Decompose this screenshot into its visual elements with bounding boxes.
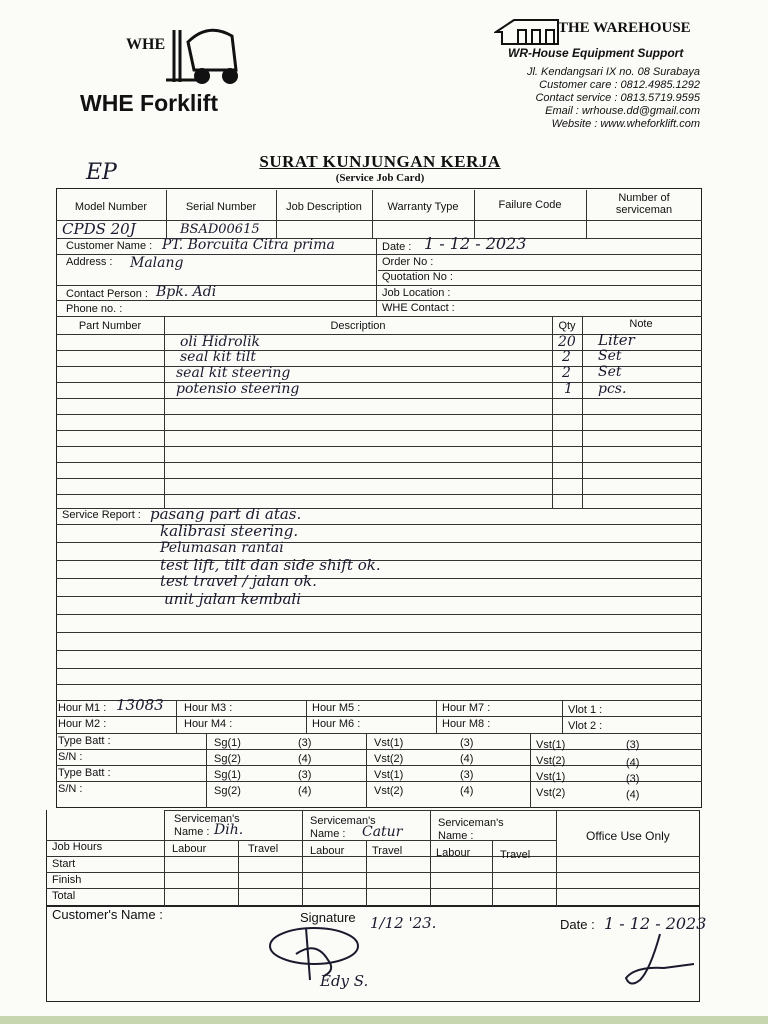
service-report-item: pasang part di atas.: [150, 505, 302, 523]
labour-label: Labour: [172, 843, 207, 855]
model-number-value: CPDS 20J: [62, 220, 136, 238]
serviceman-name-label: Serviceman's Name :: [174, 813, 240, 838]
parts-col-note: Note: [629, 318, 653, 330]
address-value: Malang: [130, 255, 184, 271]
whe-logo: [78, 22, 268, 122]
date-value: 1 - 12 - 2023: [424, 234, 527, 253]
c3-label: (3): [298, 769, 312, 781]
hour-m3-label: Hour M3 :: [184, 702, 233, 714]
sg1-label: Sg(1): [214, 769, 241, 781]
col-failure-code: Failure Code: [498, 199, 562, 211]
warehouse-icon: [494, 18, 560, 46]
logo-small-text: WHE: [126, 36, 166, 53]
job-location-label: Job Location :: [382, 287, 451, 299]
service-report-item: unit jalan kembali: [164, 590, 302, 608]
logo-text: WHE Forklift: [80, 90, 218, 116]
col-job-description: Job Description: [286, 201, 362, 213]
contact-service: Contact service : 0813.5719.9595: [535, 92, 700, 104]
footer-date-value: 1 - 12 - 2023: [604, 914, 707, 933]
signature-note: 1/12 '23.: [370, 914, 437, 932]
service-report-item: kalibrasi steering.: [160, 522, 299, 540]
company-email: Email : wrhouse.dd@gmail.com: [545, 105, 700, 117]
sg2-label: Sg(2): [214, 785, 241, 797]
brand-name: THE WAREHOUSE: [558, 20, 691, 36]
part-description: oli Hidrolik: [180, 334, 261, 350]
forklift-icon: [158, 22, 248, 90]
start-label: Start: [52, 858, 76, 870]
serviceman-name-label: Serviceman's Name :: [438, 817, 504, 842]
service-report-item: Pelumasan rantai: [160, 540, 284, 556]
c4-label: (4): [460, 785, 474, 797]
customer-name-footer-label: Customer's Name :: [52, 907, 163, 922]
vst1-label: Vst(1): [374, 769, 404, 781]
whe-contact-label: WHE Contact :: [382, 302, 455, 314]
c4-label: (4): [626, 757, 640, 769]
part-qty: 1: [564, 381, 573, 397]
labour-label: Labour: [436, 847, 471, 859]
customer-care: Customer care : 0812.4985.1292: [539, 79, 700, 91]
hour-m8-label: Hour M8 :: [442, 718, 491, 730]
vst2-label: Vst(2): [374, 753, 404, 765]
serviceman-name-label: Serviceman's Name :: [310, 815, 376, 840]
service-report-item: test lift, tilt dan side shift ok.: [160, 556, 381, 574]
office-use-label: Office Use Only: [586, 829, 670, 843]
service-report-item: test travel / jalan ok.: [160, 572, 317, 590]
hour-m2-label: Hour M2 :: [58, 718, 107, 730]
c3-label: (3): [626, 773, 640, 785]
c4-label: (4): [298, 785, 312, 797]
hour-m6-label: Hour M6 :: [312, 718, 361, 730]
parts-col-description: Description: [330, 320, 386, 332]
travel-label: Travel: [372, 845, 403, 857]
company-website: Website : www.wheforklift.com: [551, 118, 700, 130]
total-label: Total: [52, 890, 76, 902]
quotation-no-label: Quotation No :: [382, 271, 453, 283]
company-address: Jl. Kendangsari IX no. 08 Surabaya: [526, 66, 700, 78]
vst1-label: Vst(1): [374, 737, 404, 749]
customer-name-label: Customer Name :: [66, 240, 153, 252]
hour-m1-value: 13083: [116, 696, 164, 714]
sn-label: S/N :: [58, 783, 83, 795]
vst2-label: Vst(2): [536, 755, 566, 767]
serial-number-value: BSAD00615: [180, 222, 260, 237]
finish-label: Finish: [52, 874, 82, 886]
hour-m4-label: Hour M4 :: [184, 718, 233, 730]
hour-m1-label: Hour M1 :: [58, 702, 107, 714]
serviceman-name-2: Catur: [362, 824, 403, 840]
serviceman-name-1: Dih.: [214, 822, 244, 838]
part-note: Liter: [598, 331, 635, 349]
part-qty: 2: [562, 349, 571, 365]
part-qty: 20: [558, 334, 576, 350]
c4-label: (4): [298, 753, 312, 765]
part-description: seal kit steering: [176, 365, 291, 381]
contact-person-label: Contact Person :: [66, 288, 148, 300]
part-note: Set: [598, 364, 622, 380]
col-warranty-type: Warranty Type: [387, 201, 459, 213]
page-subtitle: (Service Job Card): [335, 172, 425, 184]
parts-col-qty: Qty: [558, 320, 576, 332]
part-note: pcs.: [598, 381, 627, 397]
margin-note: EP: [86, 160, 117, 185]
date-label: Date :: [382, 241, 412, 253]
brand-subtitle: WR-House Equipment Support: [508, 46, 684, 60]
signature-label: Signature: [300, 910, 356, 925]
vst1-label: Vst(1): [536, 739, 566, 751]
c3-label: (3): [626, 739, 640, 751]
travel-label: Travel: [248, 843, 279, 855]
address-label: Address :: [66, 256, 113, 268]
vst1-label: Vst(1): [536, 771, 566, 783]
customer-name-value: PT. Borcuita Citra prima: [162, 237, 335, 253]
type-batt-label: Type Batt :: [58, 767, 111, 779]
signer-name: Edy S.: [320, 972, 369, 990]
footer-date-label: Date :: [560, 917, 595, 932]
contact-person-value: Bpk. Adi: [156, 284, 217, 300]
order-no-label: Order No :: [382, 256, 434, 268]
vst2-label: Vst(2): [374, 785, 404, 797]
labour-label: Labour: [310, 845, 345, 857]
phone-label: Phone no. :: [66, 303, 123, 315]
c4-label: (4): [626, 789, 640, 801]
travel-label: Travel: [500, 849, 531, 861]
job-card-form: [56, 188, 702, 808]
service-report-label: Service Report :: [62, 509, 141, 521]
sg1-label: Sg(1): [214, 737, 241, 749]
col-number-of-serviceman: Number of serviceman: [615, 192, 673, 216]
vlot1-label: Vlot 1 :: [568, 704, 603, 716]
c3-label: (3): [460, 737, 474, 749]
hour-m7-label: Hour M7 :: [442, 702, 491, 714]
c3-label: (3): [298, 737, 312, 749]
sn-label: S/N :: [58, 751, 83, 763]
col-serial-number: Serial Number: [185, 201, 257, 213]
hour-m5-label: Hour M5 :: [312, 702, 361, 714]
type-batt-label: Type Batt :: [58, 735, 111, 747]
part-description: seal kit tilt: [180, 349, 256, 365]
warehouse-brand: [494, 18, 704, 128]
col-model-number: Model Number: [74, 201, 148, 213]
part-qty: 2: [562, 365, 571, 381]
part-description: potensio steering: [176, 381, 300, 397]
serviceman-signature: [620, 930, 700, 990]
c4-label: (4): [460, 753, 474, 765]
c3-label: (3): [460, 769, 474, 781]
vst2-label: Vst(2): [536, 787, 566, 799]
scan-edge: [0, 1016, 768, 1024]
sg2-label: Sg(2): [214, 753, 241, 765]
part-note: Set: [598, 348, 622, 364]
job-hours-label: Job Hours: [52, 841, 103, 853]
parts-col-part-number: Part Number: [78, 320, 142, 332]
vlot2-label: Vlot 2 :: [568, 720, 603, 732]
page-title: SURAT KUNJUNGAN KERJA: [259, 152, 501, 171]
